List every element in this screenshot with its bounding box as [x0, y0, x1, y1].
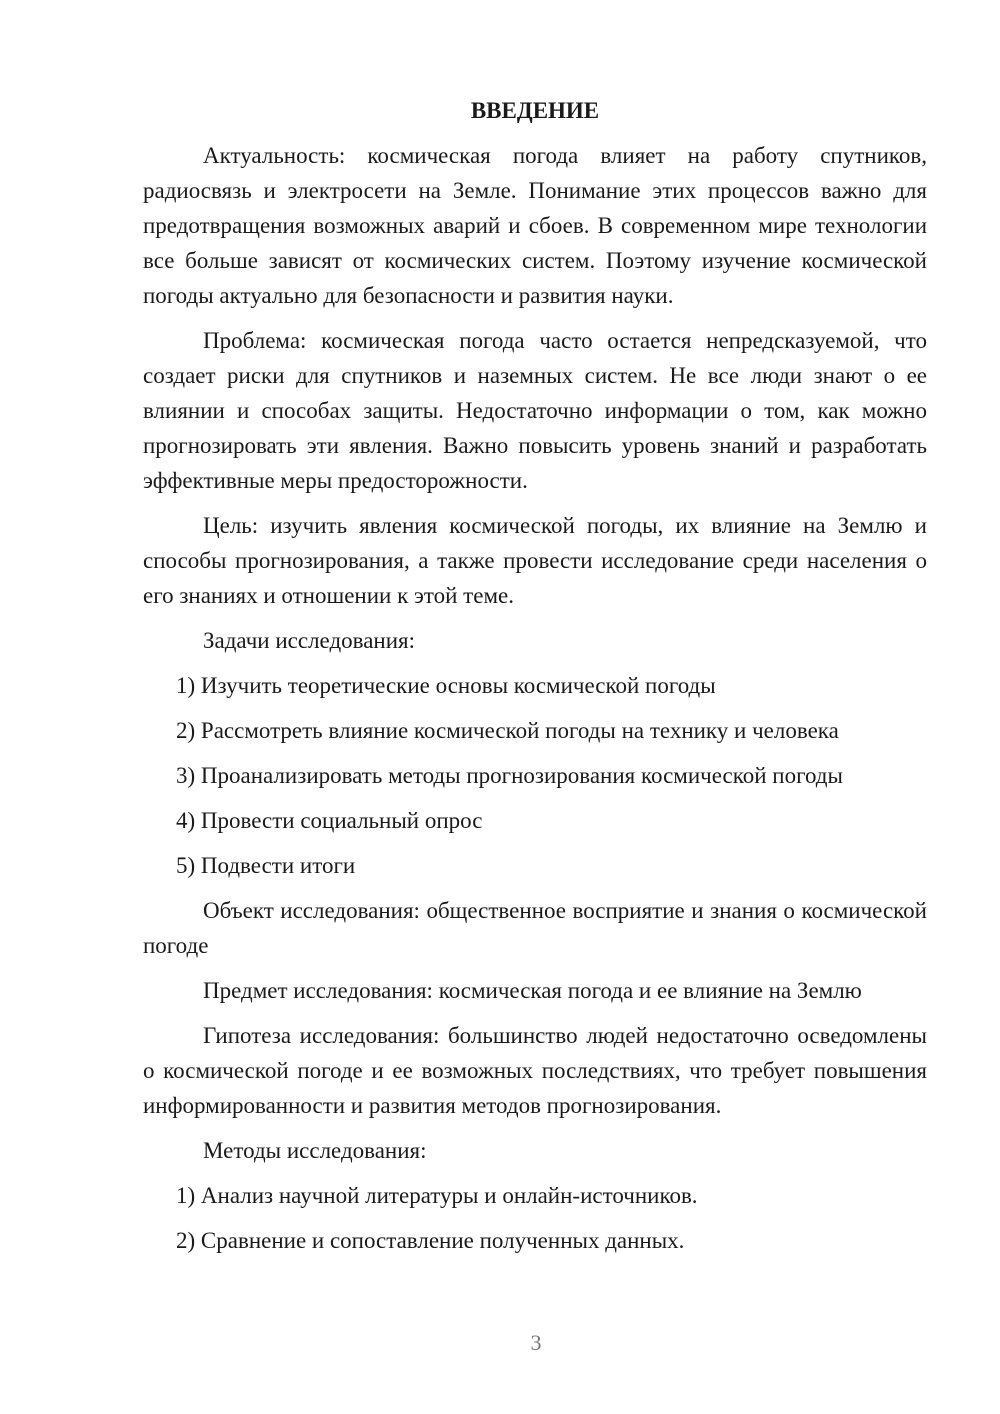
task-item: 5) Подвести итоги: [176, 853, 356, 878]
method-item: 1) Анализ научной литературы и онлайн-источников.: [176, 1183, 698, 1208]
tasks-label: Задачи исследования:: [203, 628, 416, 653]
relevance-paragraph: Актуальность: космическая погода влияет на работу спутников, радиосвязь и электросети на Земле. Понимание этих процессов важно для предотвращения возможных аварий и сбоев. В современном мире технологии все больше зависят от космических систем. Поэтому изучение космической погоды актуально для безопасности и развития науки.: [143, 143, 927, 308]
task-item: 2) Рассмотреть влияние космической погоды на технику и человека: [176, 718, 839, 743]
task-item: 1) Изучить теоретические основы космической погоды: [176, 673, 716, 698]
method-item: 2) Сравнение и сопоставление полученных данных.: [176, 1228, 685, 1253]
page-number: 3: [530, 1330, 542, 1355]
subject-paragraph: Предмет исследования: космическая погода и ее влияние на Землю: [203, 978, 862, 1003]
page-title: ВВЕДЕНИЕ: [470, 98, 600, 123]
goal-paragraph: Цель: изучить явления космической погоды, их влияние на Землю и способы прогнозирования, а также провести исследование среди населения о его знаниях и отношении к этой теме.: [143, 513, 927, 608]
page-content: [143, 93, 927, 1268]
task-item: 4) Провести социальный опрос: [176, 808, 483, 833]
hypothesis-paragraph: Гипотеза исследования: большинство людей недостаточно осведомлены о космической погоде и ее возможных последствиях, что требует повышения информированности и развития методов прогнозирования.: [143, 1023, 927, 1118]
task-item: 3) Проанализировать методы прогнозирования космической погоды: [176, 763, 843, 788]
methods-label: Методы исследования:: [203, 1138, 427, 1163]
object-paragraph: Объект исследования: общественное восприятие и знания о космической погоде: [143, 898, 927, 958]
problem-paragraph: Проблема: космическая погода часто остается непредсказуемой, что создает риски для спутников и наземных систем. Не все люди знают о ее влиянии и способах защиты. Недостаточно информации о том, как можно прогнозировать эти явления. Важно повысить уровень знаний и разработать эффективные меры предосторожности.: [143, 328, 927, 493]
